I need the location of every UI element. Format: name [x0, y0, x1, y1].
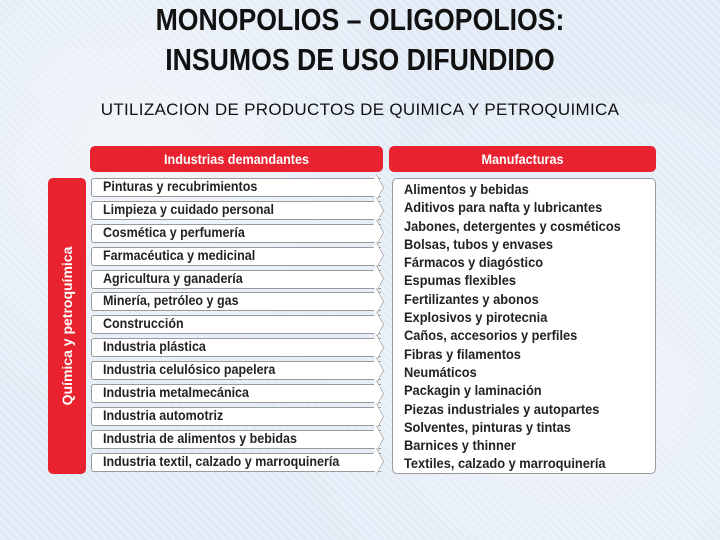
industry-item	[91, 407, 381, 426]
manufacture-item-label: Barnices y thinner	[404, 438, 516, 454]
manufacture-item	[404, 437, 637, 455]
manufacture-item	[404, 382, 637, 400]
manufacture-item	[404, 236, 637, 254]
industry-item	[91, 292, 381, 311]
manufacture-item	[404, 346, 637, 364]
manufacture-item-label: Fertilizantes y abonos	[404, 291, 539, 307]
industry-item	[91, 270, 381, 289]
industries-list	[91, 178, 381, 476]
manufacture-item	[404, 291, 637, 309]
industry-item-label: Pinturas y recubrimientos	[103, 179, 258, 194]
manufactures-list	[404, 181, 637, 474]
manufacture-item	[404, 218, 637, 236]
industry-item	[91, 247, 381, 266]
industry-item	[91, 224, 381, 243]
industry-item	[91, 201, 381, 220]
manufacture-item-label: Neumáticos	[404, 364, 477, 380]
manufacture-item	[404, 364, 637, 382]
manufacture-item	[404, 455, 637, 473]
manufacture-item	[404, 327, 637, 345]
manufacture-item-label: Alimentos y bebidas	[404, 182, 529, 197]
manufactures-header-label: Manufacturas	[481, 151, 564, 167]
industry-item-label: Construcción	[103, 316, 184, 332]
industries-header	[90, 146, 383, 172]
industry-item-label: Limpieza y cuidado personal	[103, 201, 274, 217]
manufacture-item	[404, 272, 637, 290]
industries-header-label: Industrias demandantes	[164, 151, 309, 167]
manufactures-header	[389, 146, 656, 172]
manufacture-item	[404, 401, 637, 419]
manufacture-item-label: Fibras y filamentos	[404, 346, 521, 362]
manufacture-item-label: Jabones, detergentes y cosméticos	[404, 218, 621, 234]
chemistry-side-bar	[48, 178, 86, 474]
manufacture-item-label: Caños, accesorios y perfiles	[404, 328, 578, 344]
manufacture-item-label: Espumas flexibles	[404, 273, 516, 289]
manufacture-item	[404, 199, 637, 217]
manufacture-item	[404, 181, 637, 199]
industry-item-label: Industria metalmecánica	[103, 385, 249, 401]
industry-item-label: Minería, petróleo y gas	[103, 293, 239, 309]
manufacture-item-label: Explosivos y pirotecnia	[404, 310, 548, 326]
industry-item	[91, 178, 381, 197]
industry-item-label: Industria de alimentos y bebidas	[103, 430, 297, 446]
industry-item-label: Industria textil, calzado y marroquinería	[103, 453, 340, 469]
manufacture-item-label: Piezas industriales y autopartes	[404, 401, 600, 417]
side-bar-label: Química y petroquímica	[59, 246, 75, 406]
industry-item-label: Agricultura y ganadería	[103, 270, 243, 286]
manufacture-item-label: Aditivos para nafta y lubricantes	[404, 200, 603, 216]
manufacture-item-label: Bolsas, tubos y envases	[404, 236, 554, 252]
manufacture-item	[404, 254, 637, 272]
industry-item-label: Cosmética y perfumería	[103, 224, 245, 240]
industry-item-label: Farmacéutica y medicinal	[103, 247, 256, 263]
slide-title-line-1: MONOPOLIOS – OLIGOPOLIOS:	[155, 2, 565, 37]
manufacture-item-label: Packagin y laminación	[404, 383, 542, 399]
industry-item-label: Industria automotriz	[103, 407, 224, 423]
manufacture-item-label: Fármacos y diagóstico	[404, 255, 544, 271]
industry-item-label: Industria plástica	[103, 339, 206, 355]
industry-item	[91, 384, 381, 403]
industry-item-label: Industria celulósico papelera	[103, 362, 276, 378]
industry-item	[91, 430, 381, 449]
industry-item	[91, 315, 381, 334]
industry-item	[91, 338, 381, 357]
manufacture-item-label: Textiles, calzado y marroquinería	[404, 456, 606, 472]
manufacture-item	[404, 309, 637, 327]
slide-title-line-2: INSUMOS DE USO DIFUNDIDO	[165, 42, 555, 77]
industry-item	[91, 453, 381, 472]
industry-item	[91, 361, 381, 380]
slide-subtitle: UTILIZACION DE PRODUCTOS DE QUIMICA Y PETROQUIMICA	[100, 100, 620, 119]
manufacture-item	[404, 419, 637, 437]
manufacture-item-label: Solventes, pinturas y tintas	[404, 419, 571, 435]
